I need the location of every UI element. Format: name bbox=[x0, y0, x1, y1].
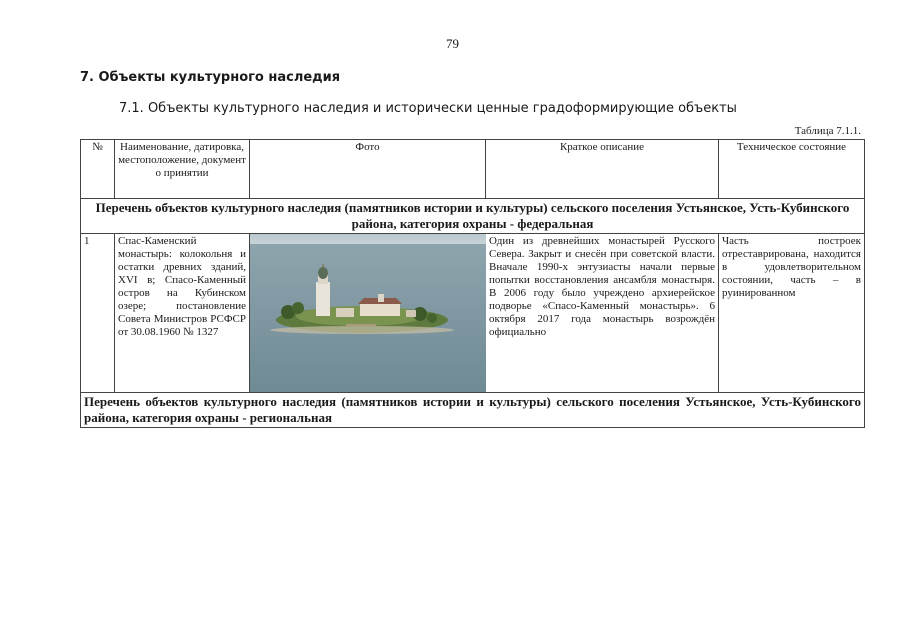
header-photo: Фото bbox=[250, 140, 486, 199]
header-num: № bbox=[81, 140, 115, 199]
header-description: Краткое описание bbox=[486, 140, 719, 199]
monastery-photo bbox=[250, 234, 486, 392]
page-number: 79 bbox=[446, 36, 459, 51]
group-regional-label: Перечень объектов культурного наследия (памятников истории и культуры) сельского поселения Устьянское, Усть-Кубинского района, категория охраны - региональная bbox=[81, 393, 865, 428]
row-description: Один из древнейших монастырей Русского Севера. Закрыт и снесён при советской власти. Вначале 1990-х энтузиасты начали первые попытки восстановления ансамбля монастыря. В 2006 году было учреждено архиерейское подворье «Спасо-Каменный монастырь». 6 октября 2017 года монастырь возрождён официально bbox=[486, 234, 719, 393]
group-row-regional bbox=[81, 393, 865, 428]
group-row-federal bbox=[81, 199, 865, 234]
row-condition: Часть построек отреставрирована, находится в удовлетворительном состоянии, часть – в руинированном bbox=[719, 234, 865, 393]
table-header-row bbox=[81, 140, 865, 199]
row-name: Спас-Каменский монастырь: колокольня и остатки древних зданий, XVI в; Спасо-Каменный остров на Кубинском озере; постановление Совета Министров РСФСР от 30.08.1960 № 1327 bbox=[115, 234, 250, 393]
group-federal-label: Перечень объектов культурного наследия (памятников истории и культуры) сельского поселения Устьянское, Усть-Кубинского района, категория охраны - федеральная bbox=[81, 199, 865, 234]
heritage-table bbox=[80, 139, 865, 428]
subsection-heading: 7.1. Объекты культурного наследия и исторически ценные градоформирующие объекты bbox=[119, 101, 737, 116]
table-row bbox=[81, 234, 865, 393]
table-caption: Таблица 7.1.1. bbox=[794, 125, 861, 137]
row-photo bbox=[250, 234, 486, 393]
section-heading: 7. Объекты культурного наследия bbox=[80, 70, 341, 85]
row-num: 1 bbox=[81, 234, 115, 393]
header-condition: Техническое состояние bbox=[719, 140, 865, 199]
header-name: Наименование, датировка, местоположение, документ о принятии bbox=[115, 140, 250, 199]
